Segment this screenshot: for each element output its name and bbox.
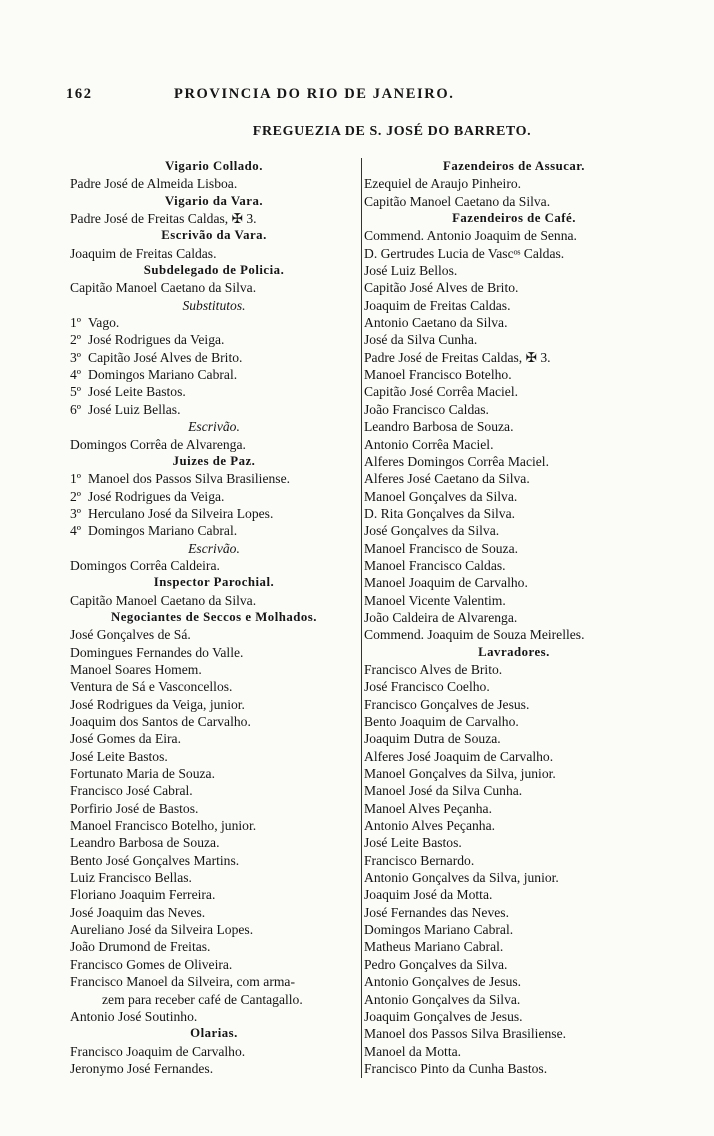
entry-name: José Gonçalves da Silva. — [364, 523, 500, 539]
entry-name: Bento Joaquim de Carvalho. — [364, 714, 519, 729]
entry-name: Francisco Bernardo. — [364, 852, 475, 868]
entry-name: Antonio Caetano da Silva. — [364, 315, 508, 331]
entry-name: Joaquim dos Santos de Carvalho. — [70, 714, 251, 729]
entry-name: Manoel Joaquim de Carvalho. — [364, 575, 528, 591]
ordinal: 2º — [70, 332, 82, 348]
entry-name: Joaquim de Freitas Caldas. — [70, 245, 217, 261]
ordinal: 1º — [70, 471, 82, 487]
entry-name: João Francisco Caldas. — [364, 401, 489, 417]
entry-name: José Luiz Bellas. — [88, 401, 181, 417]
entry-name: Herculano José da Silveira Lopes. — [88, 505, 274, 521]
entry-name: Manoel Vicente Valentim. — [364, 592, 506, 608]
entry-name: Domingos Corrêa de Alvarenga. — [70, 436, 246, 452]
running-title: PROVINCIA DO RIO DE JANEIRO. — [174, 86, 455, 102]
entry-name: Manoel dos Passos Silva Brasiliense. — [88, 471, 291, 487]
category-heading: Vigario da Vara. — [164, 193, 264, 208]
entry-name: José Leite Bastos. — [88, 384, 186, 400]
entry-name: Alferes José Caetano da Silva. — [364, 471, 530, 487]
entry-name: Manoel Gonçalves da Silva, junior. — [364, 766, 556, 782]
entry-name: Bento José Gonçalves Martins. — [70, 852, 240, 868]
entry-name: Manoel José da Silva Cunha. — [364, 783, 523, 799]
entry-name: Porfirio José de Bastos. — [70, 800, 199, 816]
entry-name: Domingos Corrêa Caldeira. — [70, 557, 220, 573]
entry-name: Capitão José Corrêa Maciel. — [364, 384, 519, 400]
ordered-entry — [70, 470, 358, 487]
entry-name: José Fernandes das Neves. — [364, 904, 509, 920]
entry-name: José Rodrigues da Veiga. — [88, 332, 225, 348]
entry-name: Domingues Fernandes do Valle. — [70, 644, 244, 660]
ordered-entry — [70, 366, 358, 383]
category-heading: Juizes de Paz. — [172, 453, 256, 468]
subheading: Escrivão. — [188, 540, 240, 556]
entry-line: Francisco Manoel da Silveira, com arma- — [70, 974, 295, 990]
subheading: Escrivão. — [188, 419, 240, 435]
entry-name: Padre José de Freitas Caldas, ✠ 3. — [364, 349, 551, 365]
entry-name: Antonio Alves Peçanha. — [364, 818, 496, 834]
entry-name: Leandro Barbosa de Souza. — [364, 419, 514, 435]
entry-name: Aureliano José da Silveira Lopes. — [70, 922, 254, 938]
entry-name: Manoel Gonçalves da Silva. — [364, 488, 518, 504]
entry-name: José Joaquim das Neves. — [70, 904, 206, 920]
entry-name: Antonio Gonçalves da Silva, junior. — [364, 870, 559, 886]
entry-name: Alferes Domingos Corrêa Maciel. — [364, 453, 549, 469]
right-column — [361, 158, 664, 1078]
category-heading: Vigario Collado. — [165, 159, 263, 173]
entry-name: Leandro Barbosa de Souza. — [70, 835, 220, 851]
ordinal: 3º — [70, 505, 82, 521]
entry-name: Capitão José Alves de Brito. — [88, 349, 243, 365]
entry-name: D. Rita Gonçalves da Silva. — [364, 505, 516, 521]
entry-name: Francisco Gonçalves de Jesus. — [364, 696, 530, 712]
entry-name: Jeronymo José Fernandes. — [70, 1060, 214, 1076]
entry-name: Francisco Pinto da Cunha Bastos. — [364, 1060, 548, 1076]
subheading: Substitutos. — [182, 297, 246, 313]
entry-name: Padre José de Freitas Caldas, ✠ 3. — [70, 211, 257, 227]
entry-name: João Caldeira de Alvarenga. — [364, 609, 518, 625]
entry-name: Pedro Gonçalves da Silva. — [364, 956, 508, 972]
category-heading: Fazendeiros de Café. — [452, 211, 576, 226]
entry-name: Antonio Corrêa Maciel. — [364, 436, 494, 452]
section-title: FREGUEZIA DE S. JOSÉ DO BARRETO. — [252, 124, 532, 139]
ordered-entry — [70, 401, 358, 418]
entry-name: Antonio José Soutinho. — [70, 1008, 198, 1024]
entry-name: Capitão José Alves de Brito. — [364, 280, 519, 296]
entry-name: Capitão Manoel Caetano da Silva. — [70, 592, 257, 608]
ordinal: 4º — [70, 367, 82, 383]
entry-name: Ezequiel de Araujo Pinheiro. — [364, 176, 522, 192]
entry-name: Domingos Mariano Cabral. — [364, 922, 514, 938]
entry-name: Joaquim Dutra de Souza. — [364, 731, 501, 747]
entry-name: Alferes José Joaquim de Carvalho. — [364, 748, 554, 764]
ordered-entry — [70, 331, 358, 348]
entry-name: Capitão Manoel Caetano da Silva. — [364, 193, 551, 209]
left-column — [70, 158, 358, 1077]
ordered-entry — [70, 488, 358, 505]
ordinal: 3º — [70, 349, 82, 365]
entry-name: Capitão Manoel Caetano da Silva. — [70, 280, 257, 296]
page-header — [66, 86, 566, 108]
entry-name: Antonio Gonçalves de Jesus. — [364, 974, 522, 990]
entry-name: Manoel Soares Homem. — [70, 661, 202, 677]
entry-name: Francisco Gomes de Oliveira. — [70, 956, 233, 972]
entry-name: José Gonçalves de Sá. — [70, 627, 191, 643]
entry-name: Joaquim José da Motta. — [364, 887, 493, 903]
entry-name: Antonio Gonçalves da Silva. — [364, 991, 521, 1007]
ordered-entry — [70, 349, 358, 366]
entry-name: Domingos Mariano Cabral. — [88, 367, 238, 383]
entry-name: José Luiz Bellos. — [364, 263, 458, 279]
entry-name: Floriano Joaquim Ferreira. — [70, 887, 216, 903]
entry-name: Manoel dos Passos Silva Brasiliense. — [364, 1026, 567, 1042]
entry-name: Commend. Antonio Joaquim de Senna. — [364, 228, 577, 244]
entry-name: Fortunato Maria de Souza. — [70, 766, 215, 782]
ordered-entry — [70, 383, 358, 400]
category-heading: Fazendeiros de Assucar. — [443, 159, 585, 173]
entry-name: Ventura de Sá e Vasconcellos. — [70, 679, 233, 695]
category-heading: Inspector Parochial. — [153, 575, 275, 590]
entry-name: Manoel Francisco Botelho. — [364, 367, 512, 383]
entry-name: José da Silva Cunha. — [364, 332, 478, 348]
ordinal: 5º — [70, 384, 82, 400]
entry-name: Vago. — [88, 315, 120, 331]
ordered-entry — [70, 314, 358, 331]
entry-line: zem para receber café de Cantagallo. — [102, 991, 303, 1007]
category-heading: Olarias. — [190, 1026, 238, 1041]
entry-name: Manoel Francisco Botelho, junior. — [70, 818, 257, 834]
entry-name: Manoel Alves Peçanha. — [364, 800, 492, 816]
ordinal: 6º — [70, 401, 82, 417]
entry-name: Padre José de Almeida Lisboa. — [70, 176, 238, 192]
entry-name: João Drumond de Freitas. — [70, 939, 211, 955]
entry-name: José Leite Bastos. — [364, 835, 462, 851]
entry-name: José Gomes da Eira. — [70, 731, 181, 747]
entry-name: José Rodrigues da Veiga, junior. — [70, 696, 245, 712]
entry-name: José Leite Bastos. — [70, 748, 168, 764]
entry-name: Manoel Francisco de Souza. — [364, 540, 519, 556]
entry-name: Joaquim de Freitas Caldas. — [364, 297, 511, 313]
entry-name: Manoel Francisco Caldas. — [364, 557, 506, 573]
entry-name: Matheus Mariano Cabral. — [364, 939, 504, 955]
entry-name: José Francisco Coelho. — [364, 679, 490, 695]
entry-name: Joaquim Gonçalves de Jesus. — [364, 1008, 523, 1024]
ordinal: 4º — [70, 523, 82, 539]
page-number: 162 — [66, 86, 93, 102]
entry-name: Francisco Joaquim de Carvalho. — [70, 1043, 246, 1059]
ordered-entry — [70, 505, 358, 522]
entry-name: Manoel da Motta. — [364, 1043, 462, 1059]
entry-name: Domingos Mariano Cabral. — [88, 523, 238, 539]
category-heading: Escrivão da Vara. — [161, 228, 267, 243]
ordered-entry — [70, 522, 358, 539]
entry-name: José Rodrigues da Veiga. — [88, 488, 225, 504]
entry-name: Francisco José Cabral. — [70, 783, 193, 799]
entry-name: Luiz Francisco Bellas. — [70, 870, 192, 886]
ordinal: 2º — [70, 488, 82, 504]
category-heading: Lavradores. — [478, 644, 550, 659]
category-heading: Subdelegado de Policia. — [143, 263, 285, 278]
entry-name: D. Gertrudes Lucia de Vascᵒˢ Caldas. — [364, 245, 565, 261]
category-heading: Negociantes de Seccos e Molhados. — [111, 609, 317, 624]
ordinal: 1º — [70, 315, 82, 331]
entry-name: Francisco Alves de Brito. — [364, 661, 503, 677]
entry-name: Commend. Joaquim de Souza Meirelles. — [364, 627, 585, 643]
